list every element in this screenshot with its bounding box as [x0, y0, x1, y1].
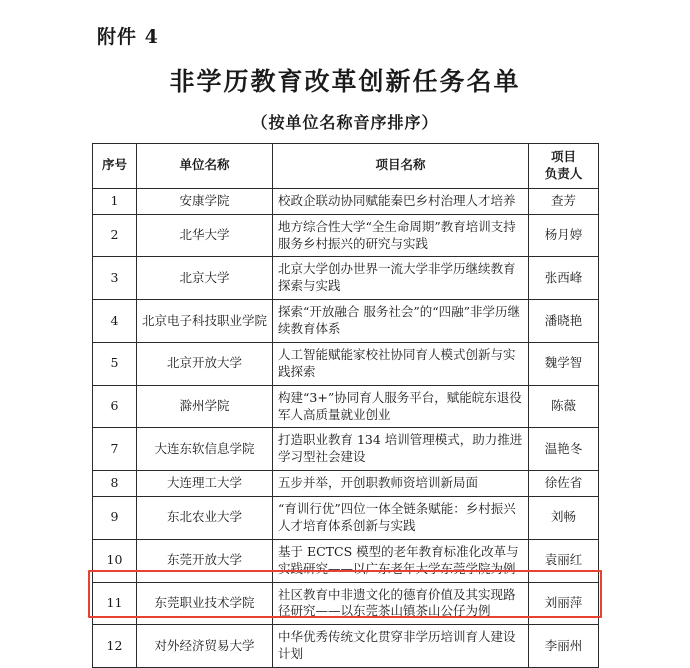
cell-head: 温艳冬 — [529, 428, 599, 471]
cell-unit: 东莞开放大学 — [137, 539, 273, 582]
cell-index: 7 — [93, 428, 137, 471]
cell-project: 打造职业教育 134 培训管理模式，助力推进学习型社会建设 — [273, 428, 529, 471]
cell-project: 校政企联动协同赋能秦巴乡村治理人才培养 — [273, 188, 529, 214]
page-title: 非学历教育改革创新任务名单 — [169, 67, 521, 96]
cell-head: 杨月婷 — [529, 214, 599, 257]
cell-project: 构建“3+”协同育人服务平台，赋能皖东退役军人高质量就业创业 — [273, 385, 529, 428]
table-row — [93, 214, 599, 257]
cell-project: 人工智能赋能家校社协同育人模式创新与实践探索 — [273, 342, 529, 385]
task-list-table-wrapper — [92, 143, 598, 668]
table-row — [93, 625, 599, 668]
cell-head: 查芳 — [529, 188, 599, 214]
cell-project: 探索“开放融合 服务社会”的“四融”非学历继续教育体系 — [273, 300, 529, 343]
cell-unit: 北京开放大学 — [137, 342, 273, 385]
cell-unit: 对外经济贸易大学 — [137, 625, 273, 668]
cell-unit: 北京电子科技职业学院 — [137, 300, 273, 343]
cell-index: 4 — [93, 300, 137, 343]
cell-unit: 安康学院 — [137, 188, 273, 214]
column-header-head-line1: 项目 — [550, 149, 576, 164]
task-list-table — [92, 143, 599, 668]
table-row — [93, 471, 599, 497]
table-row — [93, 257, 599, 300]
cell-index: 12 — [93, 625, 137, 668]
cell-project: 中华优秀传统文化贯穿非学历培训育人建设计划 — [273, 625, 529, 668]
column-header-head — [529, 144, 599, 189]
table-row — [93, 428, 599, 471]
cell-unit: 大连东软信息学院 — [137, 428, 273, 471]
cell-unit: 北华大学 — [137, 214, 273, 257]
column-header-index: 序号 — [93, 144, 137, 189]
cell-project: 五步并举，开创职教师资培训新局面 — [273, 471, 529, 497]
cell-project: “育训行优”四位一体全链条赋能：乡村振兴人才培育体系创新与实践 — [273, 497, 529, 540]
cell-unit: 北京大学 — [137, 257, 273, 300]
cell-project: 基于 ECTCS 模型的老年教育标准化改革与实践研究——以广东老年大学东莞学院为例 — [273, 539, 529, 582]
cell-head: 袁丽红 — [529, 539, 599, 582]
cell-index: 9 — [93, 497, 137, 540]
cell-head: 李丽州 — [529, 625, 599, 668]
cell-index: 5 — [93, 342, 137, 385]
cell-index: 11 — [93, 582, 137, 625]
column-header-unit: 单位名称 — [137, 144, 273, 189]
cell-head: 张西峰 — [529, 257, 599, 300]
cell-unit: 滁州学院 — [137, 385, 273, 428]
attachment-label: 附件 4 — [97, 26, 159, 48]
table-row — [93, 497, 599, 540]
cell-index: 8 — [93, 471, 137, 497]
cell-head: 潘晓艳 — [529, 300, 599, 343]
table-row-highlighted — [93, 582, 599, 625]
table-row — [93, 342, 599, 385]
column-header-head-line2: 负责人 — [544, 165, 583, 181]
cell-head: 徐佐省 — [529, 471, 599, 497]
cell-unit: 大连理工大学 — [137, 471, 273, 497]
table-row — [93, 188, 599, 214]
cell-project: 北京大学创办世界一流大学非学历继续教育探索与实践 — [273, 257, 529, 300]
cell-index: 3 — [93, 257, 137, 300]
cell-index: 10 — [93, 539, 137, 582]
cell-index: 1 — [93, 188, 137, 214]
cell-index: 6 — [93, 385, 137, 428]
cell-head: 刘丽萍 — [529, 582, 599, 625]
cell-head: 魏学智 — [529, 342, 599, 385]
table-body — [93, 188, 599, 667]
cell-unit: 东北农业大学 — [137, 497, 273, 540]
table-row — [93, 539, 599, 582]
page-subtitle: （按单位名称音序排序） — [251, 113, 439, 132]
cell-project: 地方综合性大学“全生命周期”教育培训支持服务乡村振兴的研究与实践 — [273, 214, 529, 257]
table-header — [93, 144, 599, 189]
table-row — [93, 300, 599, 343]
cell-project: 社区教育中非遗文化的德育价值及其实现路径研究——以东莞茶山镇茶山公仔为例 — [273, 582, 529, 625]
table-row — [93, 385, 599, 428]
cell-head: 陈薇 — [529, 385, 599, 428]
table-header-row — [93, 144, 599, 189]
column-header-project: 项目名称 — [273, 144, 529, 189]
cell-unit: 东莞职业技术学院 — [137, 582, 273, 625]
cell-head: 刘畅 — [529, 497, 599, 540]
cell-index: 2 — [93, 214, 137, 257]
